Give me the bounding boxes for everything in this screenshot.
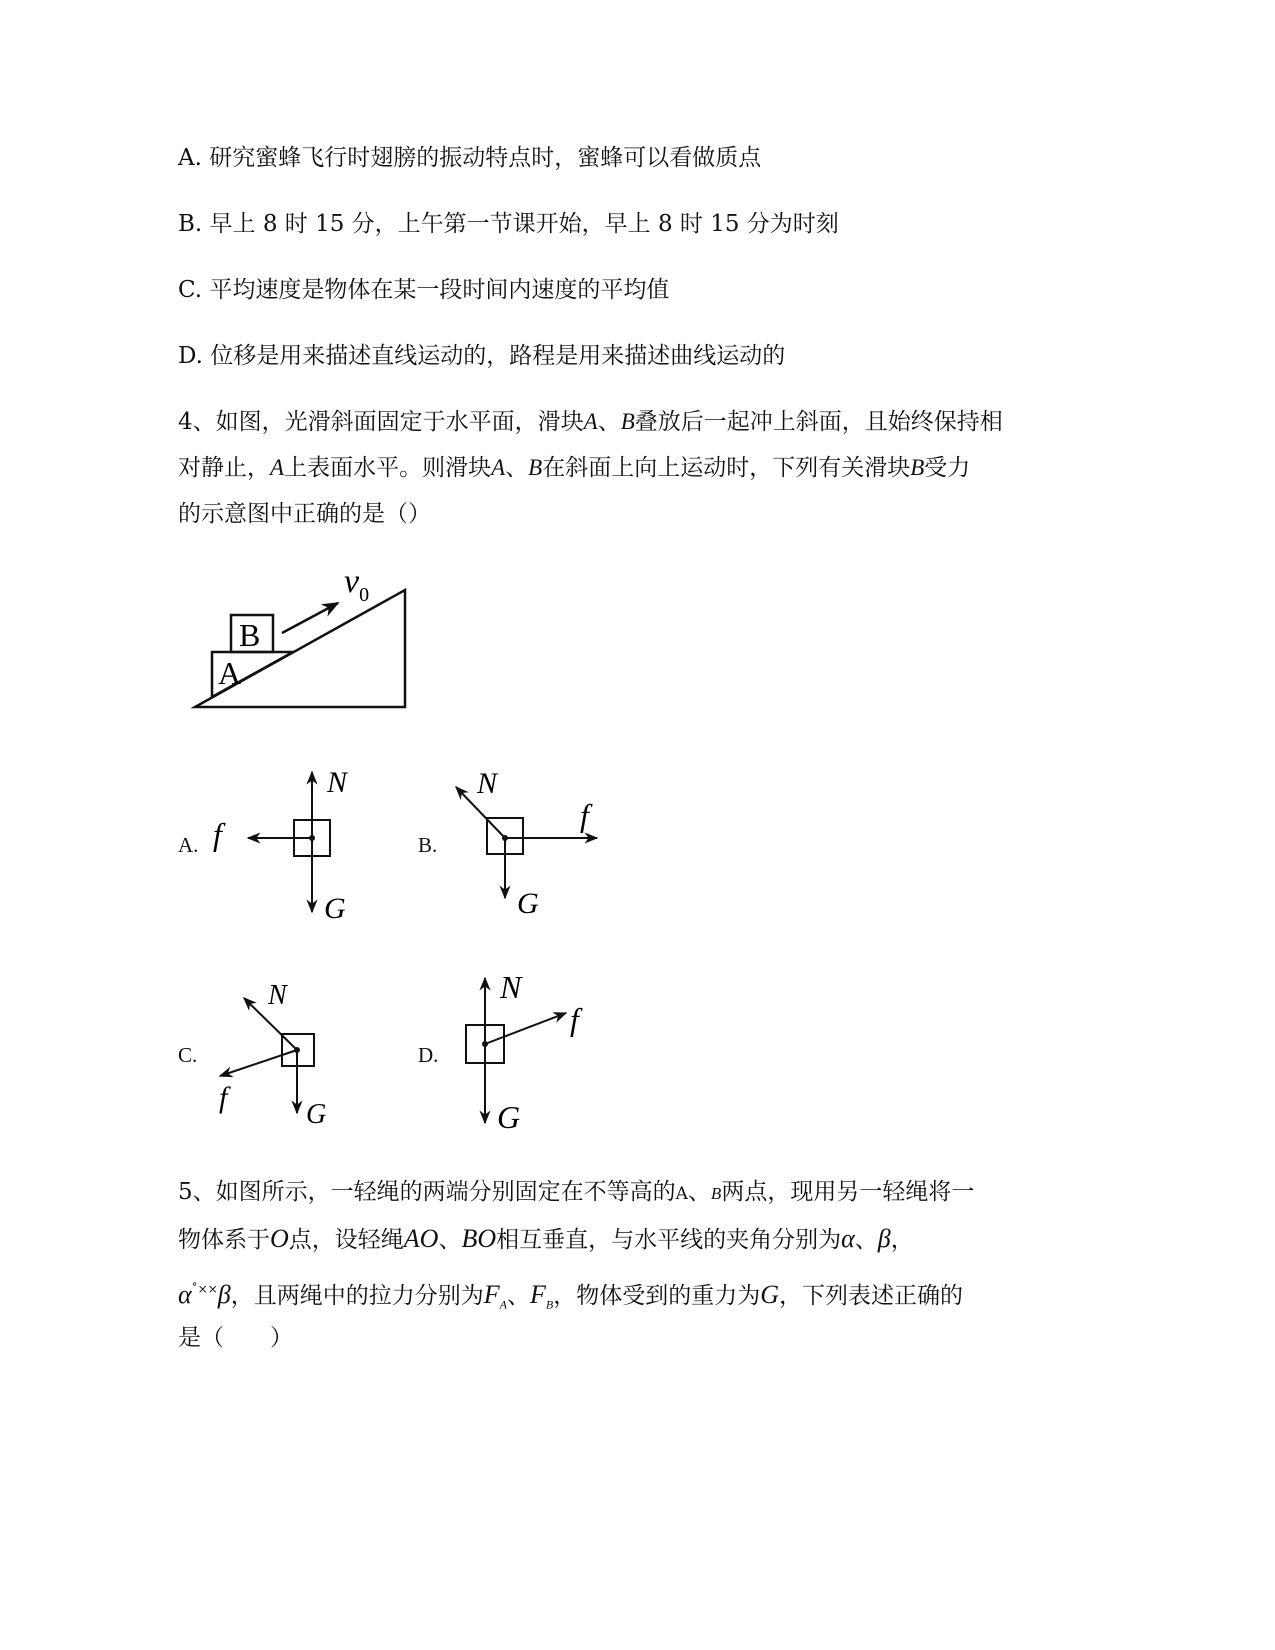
q3-option-c: C. 平均速度是物体在某一段时间内速度的平均值 <box>178 277 670 303</box>
force-g-label: G <box>517 887 539 920</box>
q5-stem-line-4: 是（ ） <box>178 1325 293 1351</box>
q4-option-b-label: B. <box>418 833 438 857</box>
q4-stem-line-1: 4、如图，光滑斜面固定于水平面，滑块A、B叠放后一起冲上斜面，且始终保持相 <box>178 409 1003 435</box>
force-g-label: G <box>497 1099 521 1135</box>
q5-stem-line-1: 5、如图所示，一轻绳的两端分别固定在不等高的A、B两点，现用另一轻绳将一 <box>178 1179 975 1205</box>
q3-option-b: B. 早上 8 时 15 分，上午第一节课开始，早上 8 时 15 分为时刻 <box>178 211 839 237</box>
block-a-label: A <box>218 655 242 691</box>
force-n-label: N <box>500 969 522 1005</box>
force-f-arrow <box>485 1013 566 1044</box>
q3-option-a: A. 研究蜜蜂飞行时翅膀的振动特点时，蜜蜂可以看做质点 <box>178 145 762 171</box>
q4-option-b-diagram <box>456 767 597 920</box>
force-g-label: G <box>324 892 346 925</box>
force-n-label: N <box>477 767 498 800</box>
q4-option-c-label: C. <box>178 1043 198 1067</box>
q4-option-d-label: D. <box>418 1043 439 1067</box>
q3-option-d: D. 位移是用来描述直线运动的，路程是用来描述曲线运动的 <box>178 343 786 369</box>
force-f-label: f <box>213 816 222 852</box>
force-f-label: f <box>570 1001 579 1037</box>
q5-stem-line-3: α˚××β，且两绳中的拉力分别为$F_A$、$F_B$，物体受到的重力为G，下列表述正确的 <box>178 1280 963 1312</box>
force-f-arrow <box>220 1050 297 1076</box>
force-g-label: G <box>306 1099 327 1130</box>
q4-stem-line-2: 对静止，A上表面水平。则滑块A、B在斜面上向上运动时，下列有关滑块B受力 <box>178 455 971 481</box>
force-f-label: f <box>580 797 589 833</box>
block-b-label: B <box>239 617 261 653</box>
q5-stem-line-2: 物体系于O点，设轻绳AO、BO相互垂直，与水平线的夹角分别为α、β， <box>178 1224 914 1253</box>
velocity-arrow <box>282 603 338 633</box>
force-f-label: f <box>219 1081 228 1114</box>
q4-option-a-label: A. <box>178 833 199 857</box>
q4-option-a-diagram <box>213 766 349 925</box>
force-n-label: N <box>327 766 348 799</box>
q4-option-d-diagram <box>466 969 583 1135</box>
velocity-label: $v_0$ <box>344 563 370 606</box>
force-n-label: N <box>268 980 287 1011</box>
q4-stem-line-3: 的示意图中正确的是（） <box>178 501 431 527</box>
q4-option-c-diagram <box>219 980 326 1130</box>
